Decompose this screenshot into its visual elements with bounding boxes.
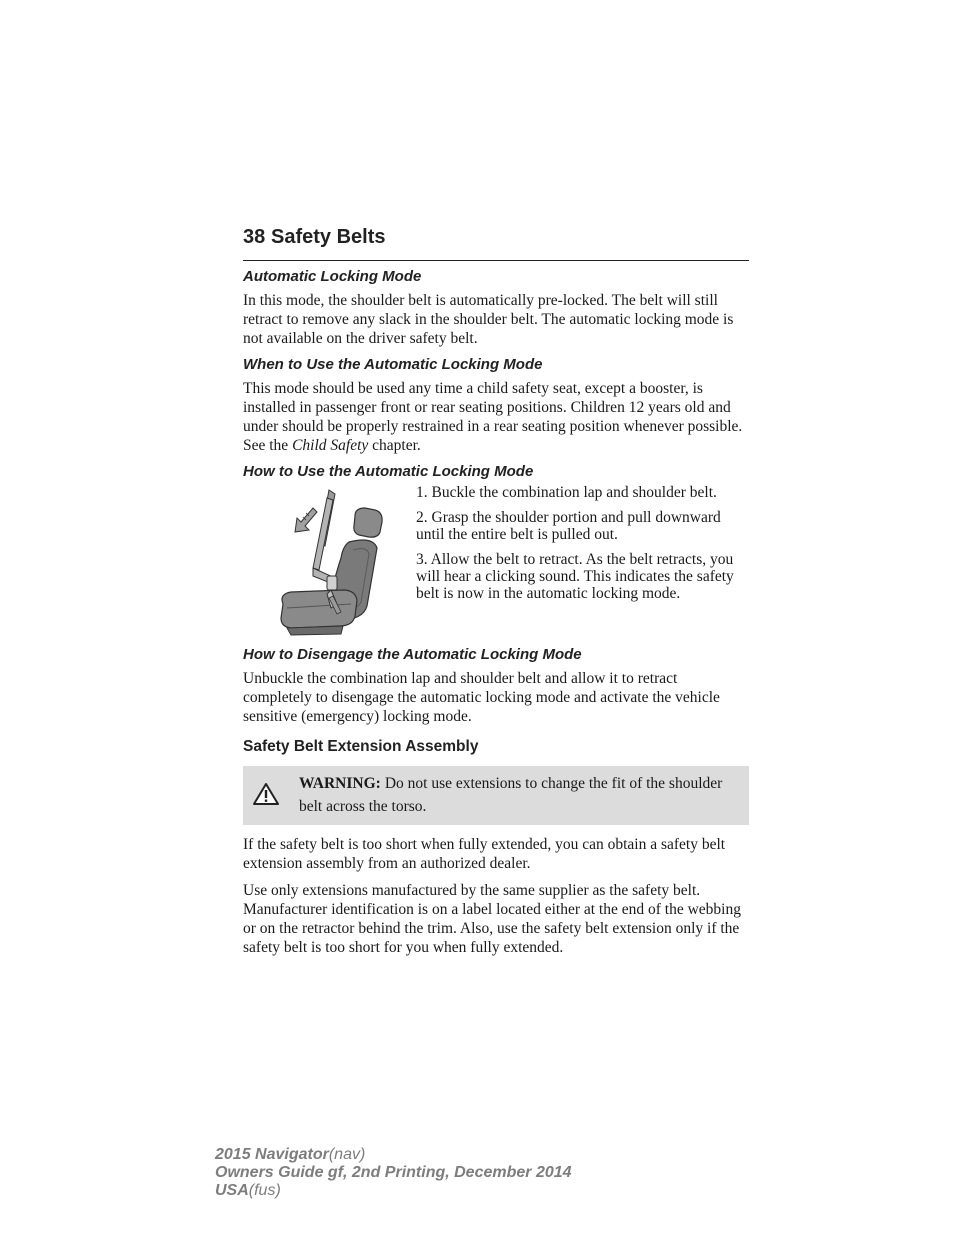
step-item: 2. Grasp the shoulder portion and pull downward until the entire belt is pulled out. (416, 509, 721, 543)
section-heading-when-to-use: When to Use the Automatic Locking Mode (243, 356, 543, 373)
warning-text (299, 772, 749, 818)
section-heading-how-to-disengage: How to Disengage the Automatic Locking Mode (243, 646, 582, 663)
seat-belt-illustration (243, 486, 399, 636)
paragraph-extension-1: If the safety belt is too short when fully extended, you can obtain a safety belt extension assembly from an authorized dealer. (243, 836, 726, 872)
footer-line-guide (215, 1164, 572, 1182)
footer-market: USA (215, 1182, 249, 1199)
warning-label: WARNING: (299, 775, 381, 792)
steps-list (416, 484, 746, 610)
paragraph-alm: In this mode, the shoulder belt is automatically pre-locked. The belt will still retract to remove any slack in the shoulder belt. The automatic locking mode is not available on the driver safety belt. (243, 292, 734, 347)
footer-line-model (215, 1146, 572, 1164)
warning-triangle-icon (253, 782, 279, 806)
warning-message: Do not use extensions to change the fit of the shoulder belt across the torso. (299, 775, 723, 815)
child-safety-reference: Child Safety (292, 437, 369, 454)
paragraph-when-to-use (243, 379, 749, 455)
steps-with-figure (243, 484, 749, 636)
footer-market-code: (fus) (248, 1182, 281, 1199)
paragraph-extension-2: Use only extensions manufactured by the same supplier as the safety belt. Manufacturer identification is on a label located either at the end of the webbing or on the retractor behind the trim. Also, use the safety belt extension only if the safety belt is too short for you when fully extended. (243, 882, 741, 956)
page-footer (215, 1146, 572, 1200)
step-item: 3. Allow the belt to retract. As the belt retracts, you will hear a clicking sound. This indicates the safety belt is now in the automatic locking mode. (416, 551, 734, 602)
paragraph-disengage: Unbuckle the combination lap and shoulder belt and allow it to retract completely to disengage the automatic locking mode and activate the vehicle sensitive (emergency) locking mode. (243, 670, 720, 725)
when-text-after: chapter. (368, 437, 421, 454)
chapter-title: Safety Belts (271, 226, 386, 248)
section-heading-extension-assembly: Safety Belt Extension Assembly (243, 738, 479, 755)
footer-model: 2015 Navigator (215, 1146, 329, 1163)
when-text-before: This mode should be used any time a child safety seat, except a booster, is installed in passenger front or rear seating positions. Children 12 years old and under should be properly restrained in a rear seating position whenever possible. See the (243, 380, 743, 454)
footer-model-code: (nav) (328, 1146, 366, 1163)
page-number: 38 (243, 226, 266, 248)
footer-guide: Owners Guide gf, 2nd Printing, December 2014 (215, 1164, 572, 1181)
page-content (243, 268, 749, 965)
page-header (243, 226, 749, 261)
footer-line-market (215, 1182, 572, 1200)
section-heading-how-to-use: How to Use the Automatic Locking Mode (243, 463, 534, 480)
section-heading-automatic-locking-mode: Automatic Locking Mode (243, 268, 422, 285)
warning-box (243, 766, 749, 825)
step-item: 1. Buckle the combination lap and shoulder belt. (416, 484, 717, 501)
